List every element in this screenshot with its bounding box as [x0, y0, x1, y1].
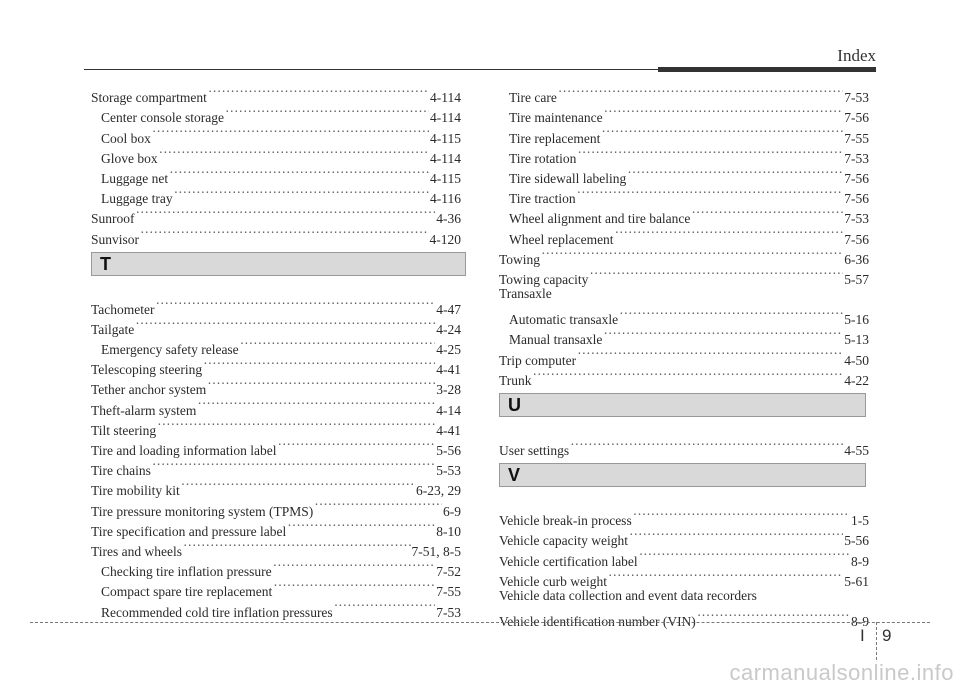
dot-leader	[135, 314, 435, 334]
index-entry-page: 4-120	[429, 231, 461, 247]
index-entry-label: Tire maintenance	[509, 110, 603, 126]
dot-leader	[558, 82, 843, 102]
index-entry-page: 5-61	[844, 573, 869, 589]
index-entry-page: 4-24	[436, 321, 461, 337]
index-entry-label: Vehicle capacity weight	[499, 533, 628, 549]
index-entry	[499, 82, 869, 106]
index-entry-label: Tire traction	[509, 191, 576, 207]
index-entry-label: Tachometer	[91, 301, 155, 317]
index-entry	[499, 586, 869, 606]
index-entry-label: Vehicle curb weight	[499, 573, 607, 589]
index-entry-page: 4-25	[436, 342, 461, 358]
section-header-v: V	[499, 463, 866, 487]
dot-leader	[314, 495, 442, 515]
footer-rule	[30, 622, 930, 623]
dot-leader	[208, 82, 429, 102]
dot-leader	[225, 102, 429, 122]
index-entry-page: 4-50	[844, 352, 869, 368]
index-entry	[499, 505, 869, 529]
index-entry-page: 8-9	[851, 614, 869, 630]
index-entry-page: 4-115	[430, 170, 461, 186]
section-header-u: U	[499, 393, 866, 417]
index-entry-label: Sunvisor	[91, 231, 140, 247]
index-entry-page: 7-55	[436, 584, 461, 600]
index-entry-label: Tire replacement	[509, 130, 601, 146]
index-entry-label: Tire pressure monitoring system (TPMS)	[91, 503, 314, 519]
dot-leader	[157, 415, 435, 435]
index-entry-page: 5-56	[436, 443, 461, 458]
index-entry	[91, 203, 461, 227]
left-entries	[91, 82, 461, 247]
index-entry-label: Tires and wheels	[91, 543, 182, 559]
dot-leader	[633, 505, 850, 525]
index-entry-page: 5-13	[844, 332, 869, 348]
index-entry	[91, 223, 461, 247]
index-entry-label: Tire specification and pressure label	[91, 523, 287, 539]
dot-leader	[203, 354, 435, 374]
t-entries	[91, 294, 461, 620]
index-entry-page: 7-53	[844, 150, 869, 166]
index-entry-page: 7-55	[844, 130, 869, 146]
index-entry-page: 7-53	[844, 90, 869, 106]
index-entry	[499, 606, 869, 630]
index-entry	[499, 244, 869, 267]
index-entry	[499, 304, 869, 328]
dot-leader	[603, 324, 843, 344]
index-entry-page: 1-5	[851, 513, 869, 529]
dot-leader	[181, 475, 415, 495]
dot-leader	[589, 264, 843, 284]
index-entry-page: 4-36	[436, 211, 461, 227]
dot-leader	[197, 394, 435, 414]
index-entry-page: 7-56	[844, 191, 869, 207]
index-entry-label: Towing capacity	[499, 271, 589, 287]
index-entry-label: Tire rotation	[509, 150, 577, 166]
index-entry-page: 7-53	[436, 604, 461, 620]
index-entry	[499, 435, 869, 458]
index-entry-page: 8-9	[851, 553, 869, 569]
index-entry-label: Tether anchor system	[91, 382, 207, 398]
dot-leader	[697, 606, 850, 626]
index-entry-label: Sunroof	[91, 211, 135, 227]
dot-leader	[577, 143, 843, 163]
index-entry-label: Vehicle certification label	[499, 553, 638, 569]
index-entry-page: 6-23, 29	[416, 483, 461, 499]
index-entry-label: Automatic transaxle	[509, 312, 619, 328]
index-entry-page: 7-56	[844, 110, 869, 126]
index-entry-label: Recommended cold tire inflation pressures	[101, 604, 333, 620]
index-entry-page: 7-51, 8-5	[411, 543, 461, 559]
section-header-t: T	[91, 252, 466, 276]
dot-leader	[152, 455, 435, 475]
dot-leader	[140, 223, 428, 243]
dot-leader	[533, 365, 844, 385]
index-entry-label: Trunk	[499, 372, 532, 388]
index-entry	[499, 264, 869, 287]
index-entry-page: 7-53	[844, 211, 869, 227]
v-entries	[499, 505, 869, 630]
dot-leader	[207, 374, 435, 394]
dot-leader	[169, 163, 429, 183]
index-entry	[91, 334, 461, 358]
index-entry-label: Vehicle data collection and event data recorders	[499, 587, 757, 603]
index-entry-label: Tailgate	[91, 321, 135, 337]
index-entry-label: Wheel alignment and tire balance	[509, 211, 691, 227]
index-entry-label: User settings	[499, 443, 570, 458]
dot-leader	[577, 183, 844, 203]
index-entry-page: 4-114	[430, 150, 461, 166]
index-entry-page: 5-56	[844, 533, 869, 549]
index-entry-label: Emergency safety release	[101, 342, 239, 358]
index-entry	[91, 82, 461, 106]
index-entry-label: Tilt steering	[91, 422, 157, 438]
left-column	[91, 82, 461, 620]
index-entry-label: Glove box	[101, 150, 158, 166]
index-entry-page: 5-53	[436, 463, 461, 479]
index-entry-page: 4-47	[436, 301, 461, 317]
index-entry-page: 4-114	[430, 90, 461, 106]
dot-leader	[619, 304, 843, 324]
right-entries	[499, 82, 869, 388]
dot-leader	[629, 525, 843, 545]
index-entry-page: 7-56	[844, 170, 869, 186]
index-entry-label: Telescoping steering	[91, 362, 203, 378]
dot-leader	[691, 203, 843, 223]
index-entry	[499, 365, 869, 388]
index-entry-page: 4-114	[430, 110, 461, 126]
dot-leader	[287, 516, 435, 536]
index-entry-page: 4-14	[436, 402, 461, 418]
index-entry-page: 3-28	[436, 382, 461, 398]
index-entry-label: Trip computer	[499, 352, 577, 368]
dot-leader	[608, 566, 843, 586]
index-entry-page: 4-55	[844, 443, 869, 458]
dot-leader	[639, 545, 850, 565]
index-entry	[91, 314, 461, 337]
index-entry-page: 4-41	[436, 362, 461, 378]
index-entry-label: Tire and loading information label	[91, 443, 277, 458]
index-entry-label: Storage compartment	[91, 90, 207, 106]
index-entry-page: 4-22	[844, 372, 869, 388]
index-entry-page: 7-52	[436, 564, 461, 580]
dot-leader	[183, 536, 411, 556]
index-entry-label: Towing	[499, 251, 541, 267]
index-entry-label: Vehicle identification number (VIN)	[499, 614, 696, 630]
index-entry-page: 5-16	[844, 312, 869, 328]
index-entry-label: Luggage tray	[101, 191, 173, 207]
index-entry-page: 7-56	[844, 231, 869, 247]
index-entry-page: 6-36	[844, 251, 869, 267]
index-entry-label: Tire care	[509, 90, 557, 106]
index-entry-label: Luggage net	[101, 170, 169, 186]
index-entry-page: 4-116	[430, 191, 461, 207]
index-entry-label: Vehicle break-in process	[499, 513, 632, 529]
footer-section: I	[860, 626, 865, 645]
dot-leader	[604, 102, 844, 122]
dot-leader	[627, 163, 843, 183]
dot-leader	[273, 576, 435, 596]
u-entries	[499, 435, 869, 458]
index-entry-label: Tire chains	[91, 463, 151, 479]
dot-leader	[156, 294, 436, 314]
index-entry-label: Cool box	[101, 130, 151, 146]
index-entry-label: Tire mobility kit	[91, 483, 180, 499]
footer-page-number: 9	[882, 626, 892, 645]
dot-leader	[601, 122, 843, 142]
index-entry-page: 5-57	[844, 271, 869, 287]
index-entry-page: 6-9	[443, 503, 461, 519]
index-entry-label: Center console storage	[101, 110, 224, 126]
index-entry	[91, 294, 461, 317]
index-entry-page: 8-10	[436, 523, 461, 539]
index-entry-label: Manual transaxle	[509, 332, 603, 348]
index-entry-label: Checking tire inflation pressure	[101, 564, 272, 580]
dot-leader	[136, 203, 436, 223]
dot-leader	[174, 183, 429, 203]
watermark: carmanualsonline.info	[729, 660, 954, 685]
dot-leader	[159, 143, 429, 163]
dot-leader	[277, 435, 435, 455]
index-entry-page: 4-41	[436, 422, 461, 438]
index-entry-label: Tire sidewall labeling	[509, 170, 627, 186]
right-column	[499, 82, 869, 630]
dot-leader	[615, 223, 844, 243]
dot-leader	[273, 556, 436, 576]
dot-leader	[240, 334, 436, 354]
index-entry-label: Theft-alarm system	[91, 402, 197, 418]
index-entry-label: Wheel replacement	[509, 231, 614, 247]
index-entry-label: Transaxle	[499, 285, 552, 301]
dot-leader	[570, 435, 843, 455]
dot-leader	[577, 344, 843, 364]
index-entry-label: Compact spare tire replacement	[101, 584, 273, 600]
dot-leader	[334, 596, 436, 616]
header-rule-accent	[658, 67, 876, 72]
index-entry-page: 4-115	[430, 130, 461, 146]
page-header-title: Index	[837, 46, 876, 65]
footer-divider	[876, 622, 877, 660]
dot-leader	[152, 122, 429, 142]
dot-leader	[541, 244, 843, 264]
